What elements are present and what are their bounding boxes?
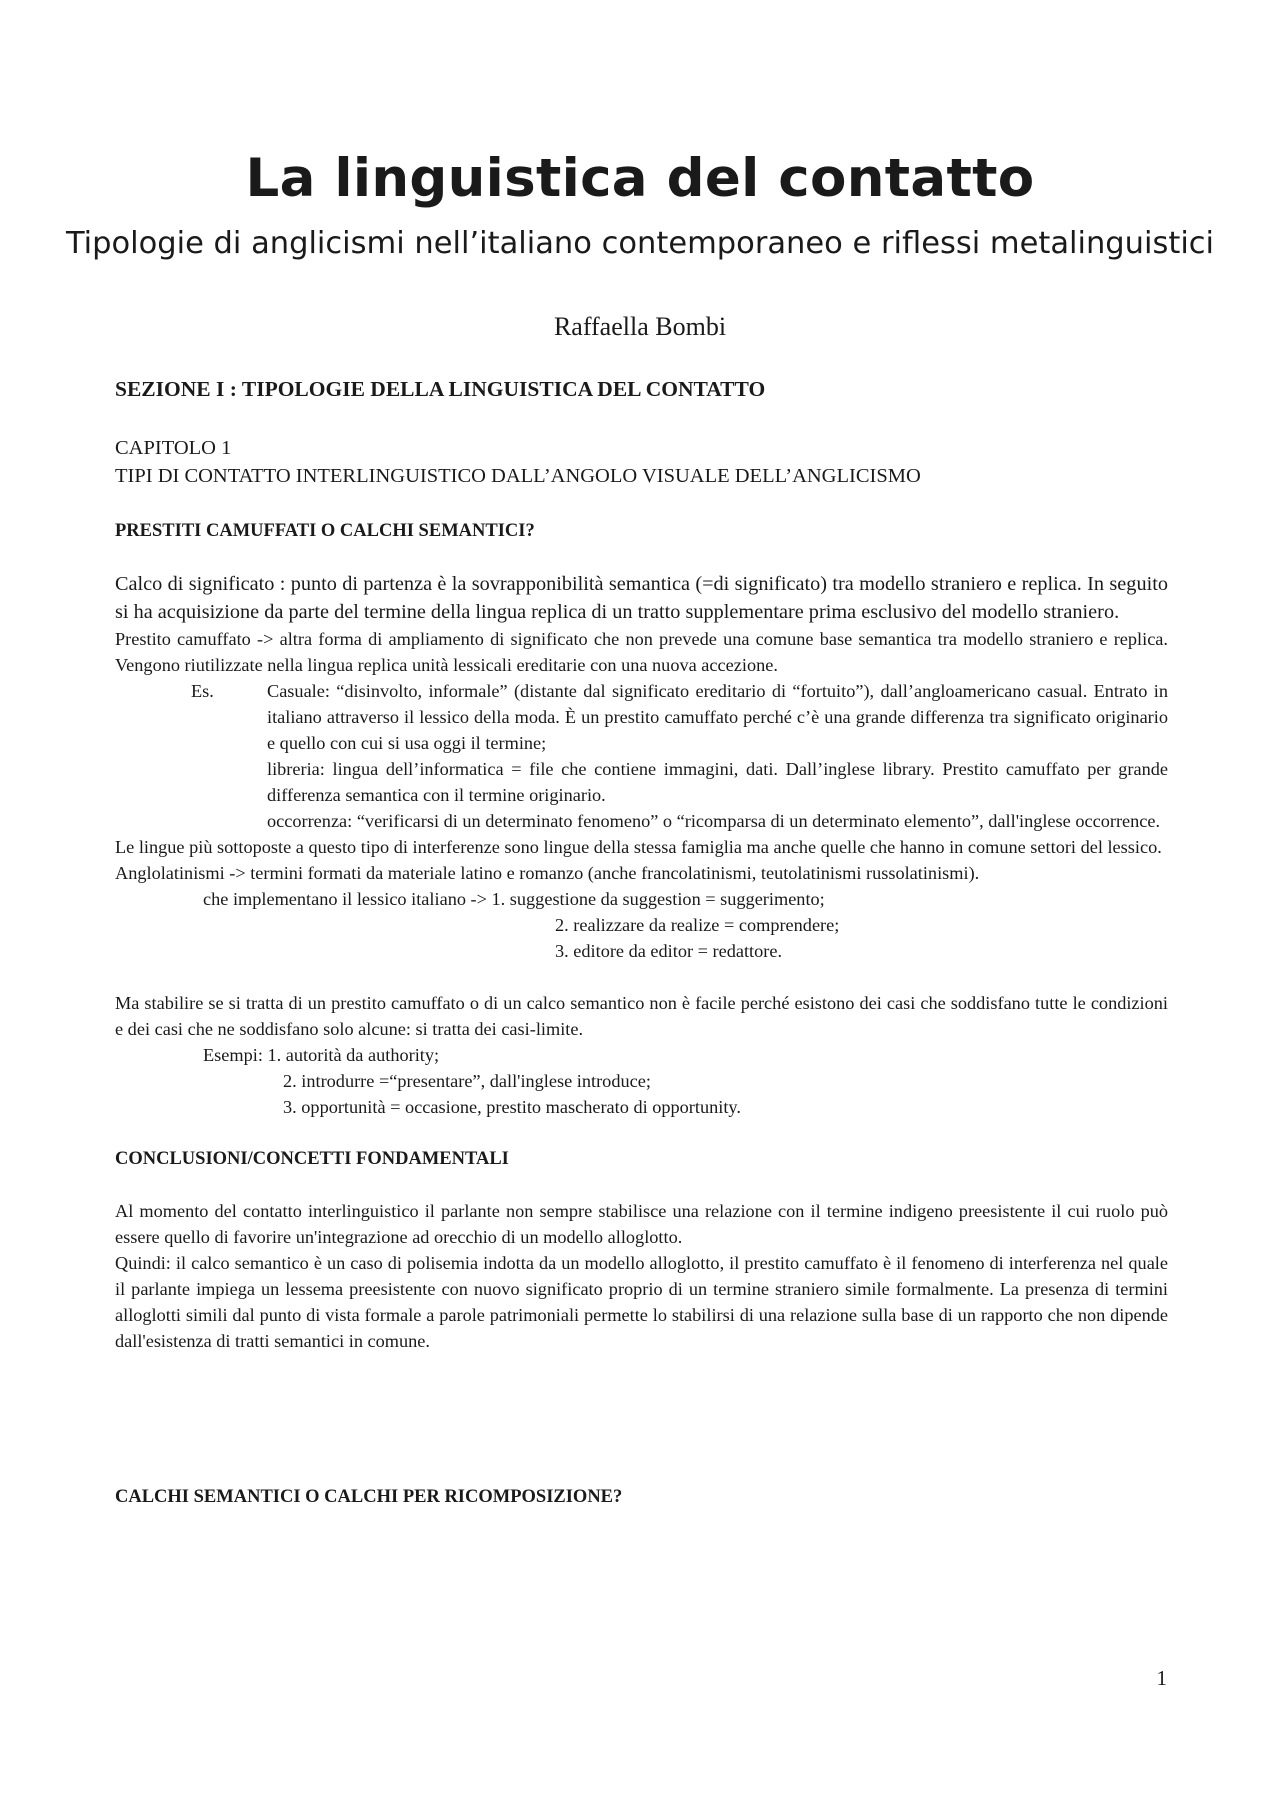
- examples-intro: Esempi: 1. autorità da authority;: [203, 1045, 440, 1065]
- examples-block: [115, 678, 1168, 834]
- paragraph-conclusioni-1: Al momento del contatto interlinguistico il parlante non sempre stabilisce una relazione con il termine indigeno preesistente il cui ruolo può essere quello di favorire un'integrazione ad orecchio di un modello alloglotto.: [115, 1201, 1168, 1247]
- chapter-number: CAPITOLO 1: [115, 437, 232, 459]
- document-subtitle: Tipologie di anglicismi nell’italiano contemporaneo e riflessi metalinguistici: [65, 226, 1215, 261]
- paragraph-anglolatinismi: Anglolatinismi -> termini formati da materiale latino e romanzo (anche francolatinismi, teutolatinismi russolatinismi).: [115, 863, 980, 883]
- list-item: 2. introdurre =“presentare”, dall'inglese introduce;: [283, 1071, 651, 1091]
- list-item: 2. realizzare da realize = comprendere;: [555, 915, 840, 935]
- list-item: 3. opportunità = occasione, prestito mascherato di opportunity.: [283, 1097, 741, 1117]
- document-title: La linguistica del contatto: [245, 148, 1035, 209]
- page-number: 1: [1156, 1666, 1167, 1690]
- examples-label: Es.: [191, 681, 214, 701]
- heading-calchi: CALCHI SEMANTICI O CALCHI PER RICOMPOSIZIONE?: [115, 1487, 623, 1507]
- example-item: libreria: lingua dell’informatica = file che contiene immagini, dati. Dall’inglese library. Prestito camuffato per grande differenza semantica con il termine originario.: [267, 759, 1168, 805]
- paragraph-prestito: Prestito camuffato -> altra forma di ampliamento di significato che non prevede una comune base semantica tra modello straniero e replica. Vengono riutilizzate nella lingua replica unità lessicali ereditarie con una nuova accezione.: [115, 629, 1168, 675]
- document-body: [115, 374, 1168, 1510]
- document-author: Raffaella Bombi: [553, 312, 727, 341]
- paragraph-conclusioni-2: Quindi: il calco semantico è un caso di polisemia indotta da un modello alloglotto, il prestito camuffato è il fenomeno di interferenza nel quale il parlante impiega un lessema preesistente con nuovo significato proprio di un termine straniero simile formalmente. La presenza di termini alloglotti simili dal punto di vista formale a parole patrimoniali permette lo stabilirsi di una relazione sulla base di un rapporto che non dipende dall'esistenza di tratti semantici in comune.: [115, 1253, 1168, 1351]
- paragraph-calco: Calco di significato : punto di partenza è la sovrapponibilità semantica (=di significato) tra modello straniero e replica. In seguito si ha acquisizione da parte del termine della lingua replica di un tratto supplementare prima esclusivo del modello straniero.: [115, 573, 1168, 623]
- paragraph-casi-limite: Ma stabilire se si tratta di un prestito camuffato o di un calco semantico non è facile perché esistono dei casi che soddisfano tutte le condizioni e dei casi che ne soddisfano solo alcune: si tratta dei casi-limite.: [115, 993, 1168, 1039]
- example-item: occorrenza: “verificarsi di un determinato fenomeno” o “ricomparsa di un determinato elemento”, dall'inglese occorrence.: [267, 811, 1161, 831]
- chapter-title: TIPI DI CONTATTO INTERLINGUISTICO DALL’ANGOLO VISUALE DELL’ANGLICISMO: [115, 465, 921, 487]
- heading-conclusioni: CONCLUSIONI/CONCETTI FONDAMENTALI: [115, 1149, 509, 1169]
- paragraph-interferenze: Le lingue più sottoposte a questo tipo di interferenze sono lingue della stessa famiglia ma anche quelle che hanno in comune settori del lessico.: [115, 837, 1162, 857]
- heading-prestiti: PRESTITI CAMUFFATI O CALCHI SEMANTICI?: [115, 521, 535, 541]
- example-item: Casuale: “disinvolto, informale” (distante dal significato ereditario di “fortuito”), dall’angloamericano casual. Entrato in italiano attraverso il lessico della moda. È un prestito camuffato perché c’è una grande differenza tra significato originario e quello con cui si usa oggi il termine;: [267, 681, 1168, 753]
- list-intro: che implementano il lessico italiano -> 1. suggestione da suggestion = suggerimento;: [203, 889, 825, 909]
- section-heading: SEZIONE I : TIPOLOGIE DELLA LINGUISTICA DEL CONTATTO: [115, 377, 766, 401]
- list-item: 3. editore da editor = redattore.: [555, 941, 783, 961]
